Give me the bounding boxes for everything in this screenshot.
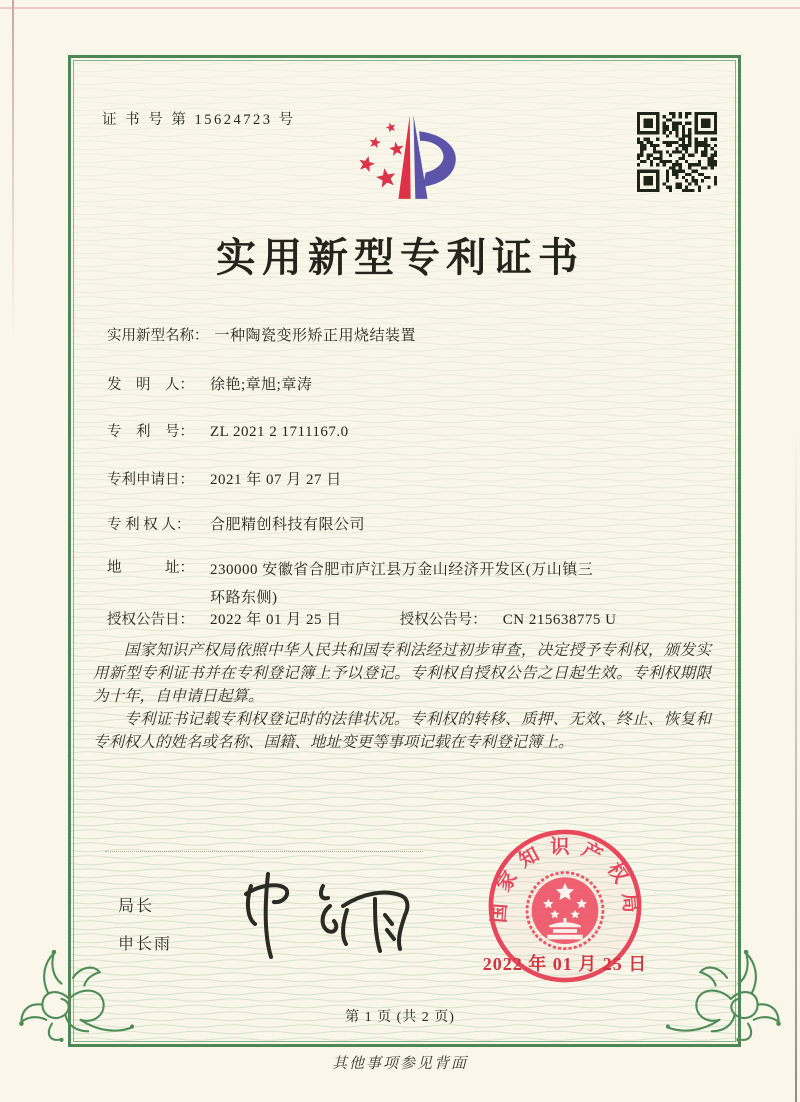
scan-edge-top <box>0 7 800 9</box>
field-utility-model-name <box>107 324 416 345</box>
field-patentee <box>107 513 365 534</box>
legal-paragraph-2: 专利证书记载专利权登记时的法律状况。专利权的转移、质押、无效、终止、恢复和专利权人的姓名或名称、国籍、地址变更等事项记载在专利登记簿上。 <box>93 711 711 751</box>
field-value: CN 215638775 U <box>502 612 617 628</box>
seal-date: 2022 年 01 月 25 日 <box>482 954 648 974</box>
field-value: 230000 安徽省合肥市庐江县万金山经济开发区(万山镇三环路东侧) <box>210 562 594 606</box>
corner-flourish-icon <box>666 942 790 1050</box>
fold-dotted-line <box>105 851 423 852</box>
field-label: 地 址： <box>107 560 194 576</box>
certificate-title: 实用新型专利证书 <box>216 235 584 280</box>
certificate-number: 证 书 号 第 15624723 号 <box>102 112 296 128</box>
signatory-block <box>118 893 172 954</box>
scan-edge-right <box>795 430 797 1102</box>
field-patent-number <box>107 420 349 441</box>
field-value: 一种陶瓷变形矫正用烧结装置 <box>214 328 417 344</box>
cnipa-patent-logo-icon <box>344 112 466 207</box>
field-value: 合肥精创科技有限公司 <box>210 517 366 533</box>
field-label: 实用新型名称： <box>107 328 209 344</box>
field-value: 2021 年 07 月 27 日 <box>210 472 342 488</box>
field-label: 专利申请日： <box>107 472 194 488</box>
field-value: 2022 年 01 月 25 日 <box>210 612 342 628</box>
field-label: 发 明 人： <box>107 377 194 393</box>
commissioner-signature-icon <box>235 858 425 963</box>
field-label: 授权公告日： <box>107 612 194 628</box>
back-side-note: 其他事项参见背面 <box>331 1056 468 1072</box>
signatory-name: 申长雨 <box>118 936 173 953</box>
seal-ring-text: 国家知识产权局 <box>487 836 643 924</box>
legal-body-text <box>93 639 711 754</box>
field-inventor <box>107 373 312 394</box>
field-value: 徐艳;章旭;章涛 <box>210 377 313 393</box>
field-filing-date <box>107 468 342 489</box>
scan-edge-left <box>12 0 14 340</box>
field-label: 授权公告号： <box>399 612 487 628</box>
field-label: 专 利 权 人： <box>107 517 191 533</box>
legal-paragraph-1: 国家知识产权局依照中华人民共和国专利法经过初步审查，决定授予专利权，颁发实用新型专利证书并在专利登记簿上予以登记。专利权自授权公告之日起生效。专利权期限为十年，自申请日起算。 <box>93 642 711 705</box>
corner-flourish-icon <box>10 942 134 1050</box>
field-label: 专 利 号： <box>107 424 194 440</box>
field-grant-row <box>107 608 727 629</box>
signatory-title: 局长 <box>118 898 155 915</box>
page-number: 第 1 页 (共 2 页) <box>345 1010 455 1025</box>
qr-code-icon <box>637 112 717 192</box>
field-value: ZL 2021 2 1711167.0 <box>210 424 349 440</box>
field-address <box>107 556 596 612</box>
